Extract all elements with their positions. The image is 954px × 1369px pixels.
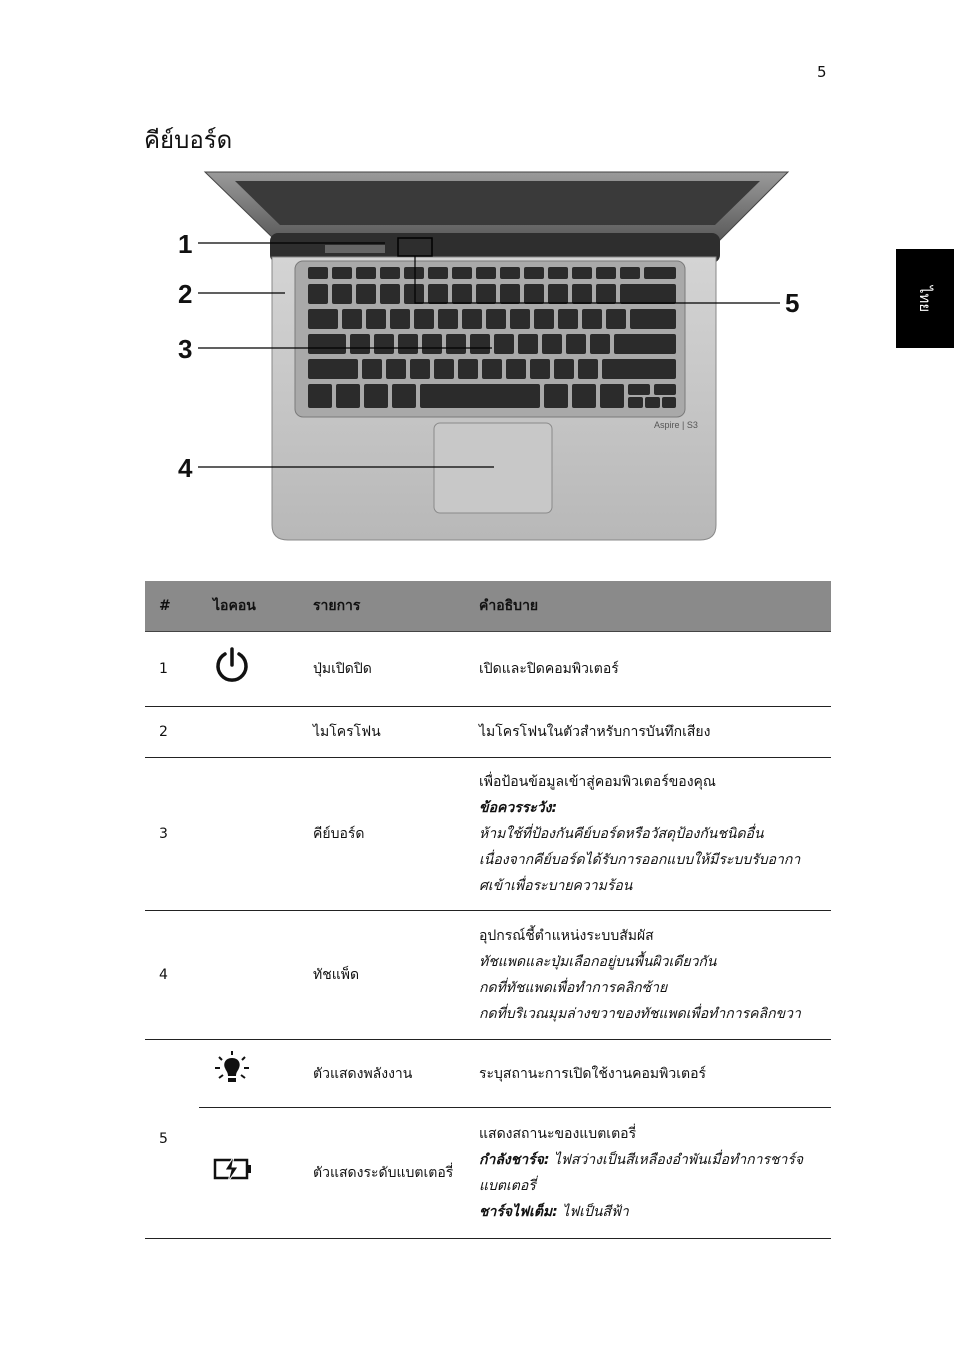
row-item: ปุ่มเปิดปิด xyxy=(299,632,465,707)
description-line: อุปกรณ์ชี้ตำแหน่งระบบสัมผัส xyxy=(479,928,654,944)
row-number: 2 xyxy=(145,707,199,758)
description-line: ศเข้าเพื่อระบายความร้อน xyxy=(479,878,633,894)
row-icon-cell xyxy=(199,1108,299,1239)
row-icon-cell xyxy=(199,758,299,911)
row-icon-cell xyxy=(199,1040,299,1108)
table-row xyxy=(145,758,831,911)
row-number: 3 xyxy=(145,758,199,911)
description-line: ห้ามใช้ที่ป้องกันคีย์บอร์ดหรือวัสดุป้องกันชนิดอื่น xyxy=(479,826,764,842)
header-item: รายการ xyxy=(299,581,465,632)
charging-label: กำลังชาร์จ: xyxy=(479,1152,550,1168)
row-description xyxy=(465,1108,831,1239)
brand-label: Aspire | S3 xyxy=(654,420,698,430)
table-row xyxy=(145,1040,831,1108)
callout-1: 1 xyxy=(178,229,193,259)
row-description xyxy=(465,911,831,1040)
page-number: 5 xyxy=(817,63,827,81)
description-line: กดที่ทัชแพดเพื่อทำการคลิกซ้าย xyxy=(479,980,668,996)
row-icon-cell xyxy=(199,911,299,1040)
description-line: แสดงสถานะของแบตเตอรี่ xyxy=(479,1126,637,1142)
row-number: 1 xyxy=(145,632,199,707)
laptop-illustration xyxy=(140,165,840,555)
description-line: ทัชแพดและปุ่มเลือกอยู่บนพื้นผิวเดียวกัน xyxy=(479,954,717,970)
callout-2: 2 xyxy=(178,279,193,309)
laptop-top-view-figure xyxy=(140,165,840,555)
row-item: คีย์บอร์ด xyxy=(299,758,465,911)
full-charge-text: ไฟเป็นสีฟ้า xyxy=(562,1204,629,1220)
header-description: คำอธิบาย xyxy=(465,581,831,632)
table-header-row xyxy=(145,581,831,632)
charging-text: ไฟสว่างเป็นสีเหลืองอำพันเมื่อทำการชาร์จแบตเตอรี่ xyxy=(479,1152,804,1194)
callout-4: 4 xyxy=(178,453,193,483)
description-line: ไมโครโฟนในตัวสำหรับการบันทึกเสียง xyxy=(479,724,711,740)
row-description xyxy=(465,632,831,707)
language-tab xyxy=(896,249,954,348)
description-line: เพื่อป้อนข้อมูลเข้าสู่คอมพิวเตอร์ของคุณ xyxy=(479,774,716,790)
language-tab-label: ไทย xyxy=(916,285,934,312)
row-item: ตัวแสดงพลังงาน xyxy=(299,1040,465,1108)
full-charge-label: ชาร์จไฟเต็ม: xyxy=(479,1204,558,1220)
row-item: ตัวแสดงระดับแบตเตอรี่ xyxy=(299,1108,465,1239)
header-number: # xyxy=(145,581,199,632)
row-icon-cell xyxy=(199,707,299,758)
keyboard-components-table xyxy=(145,581,831,1239)
callout-3: 3 xyxy=(178,334,193,364)
callout-5: 5 xyxy=(785,288,800,318)
description-line: เปิดและปิดคอมพิวเตอร์ xyxy=(479,661,619,677)
header-icon: ไอคอน xyxy=(199,581,299,632)
row-item: ทัชแพ็ด xyxy=(299,911,465,1040)
description-line: ระบุสถานะการเปิดใช้งานคอมพิวเตอร์ xyxy=(479,1065,707,1082)
row-icon-cell xyxy=(199,632,299,707)
power-indicator-icon xyxy=(213,1050,251,1088)
battery-charging-icon xyxy=(213,1155,253,1183)
row-description xyxy=(465,758,831,911)
row-description xyxy=(465,1040,831,1108)
description-line: กดที่บริเวณมุมล่างขวาของทัชแพดเพื่อทำการคลิกขวา xyxy=(479,1006,801,1022)
page-title: คีย์บอร์ด xyxy=(144,126,233,154)
table-row xyxy=(145,1108,831,1239)
power-icon xyxy=(213,646,251,684)
table-row xyxy=(145,911,831,1040)
table-row xyxy=(145,632,831,707)
row-number: 5 xyxy=(145,1040,199,1239)
row-number: 4 xyxy=(145,911,199,1040)
row-item: ไมโครโฟน xyxy=(299,707,465,758)
table-row xyxy=(145,707,831,758)
description-line: เนื่องจากคีย์บอร์ดได้รับการออกแบบให้มีระบบรับอากา xyxy=(479,852,801,868)
caution-label: ข้อควรระวัง: xyxy=(479,800,558,816)
row-description xyxy=(465,707,831,758)
